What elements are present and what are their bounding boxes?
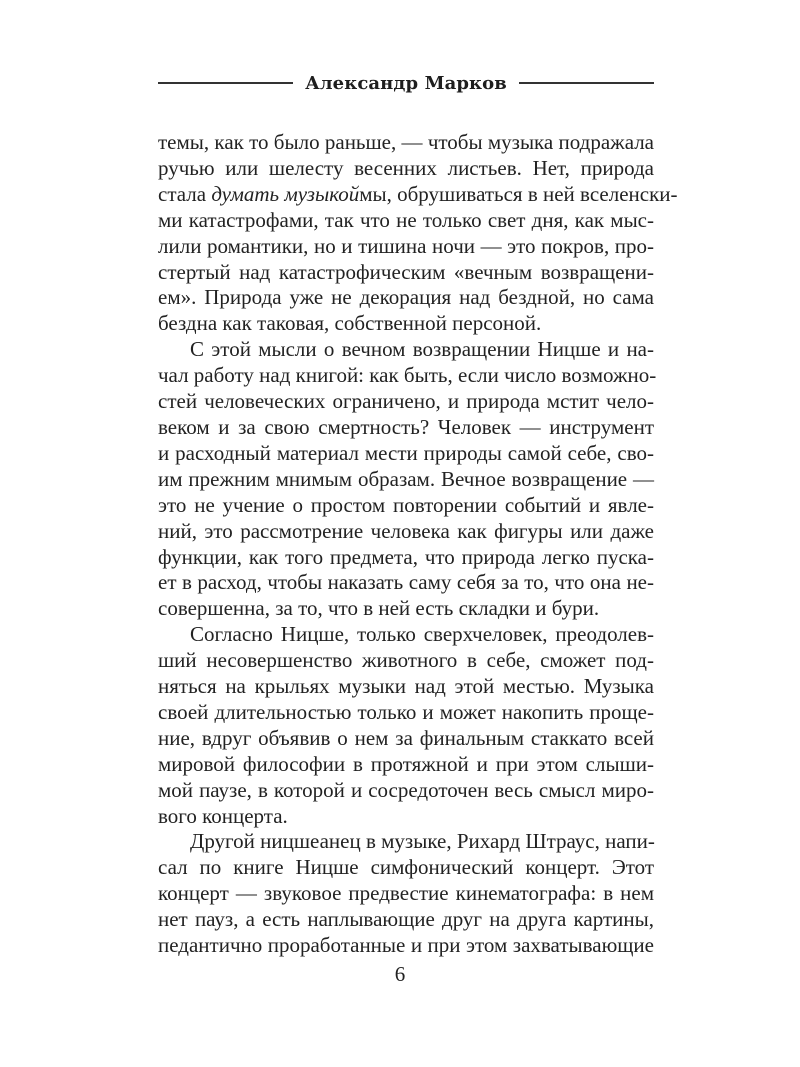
text-line: концерт — звуковое предвестие кинематографа: в нем [158, 881, 654, 906]
text-line: веком и за свою смертность? Человек — инструмент [158, 414, 654, 439]
text-line: мой паузе, в которой и сосредоточен весь смысл миро- [158, 777, 654, 802]
text-line: няться на крыльях музыки над этой местью. Музыка [158, 674, 654, 699]
text-line: ем». Природа уже не декорация над бездной, но сама [158, 285, 654, 310]
text-fragment: стала [158, 181, 212, 206]
text-line: педантично проработанные и при этом захватывающие [158, 933, 654, 958]
text-line: бездна как таковая, собственной персоной. [158, 311, 542, 336]
text-line: это не учение о простом повторении событий и явле- [158, 492, 654, 517]
paragraph-3 [158, 622, 654, 829]
text-line: ние, вдруг объявив о нем за финальным стаккато всей [158, 725, 654, 750]
text-line: им прежним мнимым образам. Вечное возвращение — [158, 466, 654, 491]
text-line: мировой философии в протяжной и при этом слыши- [158, 751, 654, 776]
text-line: Согласно Ницше, только сверхчеловек, преодолев- [190, 622, 654, 647]
header-rule-right [519, 82, 654, 83]
text-line: сал по книге Ницше симфонический концерт. Этот [158, 855, 654, 880]
text-line: ет в расход, чтобы наказать саму себя за то, что она не- [158, 570, 654, 595]
text-line: стертый над катастрофическим «вечным возвращени- [158, 259, 654, 284]
paragraph-2 [158, 337, 657, 622]
text-line: стей человеческих ограничено, и природа мстит чело- [158, 389, 654, 414]
text-line: ручью или шелесту весенних листьев. Нет, природа [158, 155, 654, 180]
text-line: функции, как того предмета, что природа легко пуска- [158, 544, 654, 569]
text-line: чал работу над книгой: как быть, если число возможно- [158, 363, 657, 388]
text-line: ший несовершенство животного в себе, сможет под- [158, 648, 654, 673]
text-line: Другой ницшеанец в музыке, Рихард Штраус, напи- [190, 829, 655, 854]
text-line: и расходный материал мести природы самой себе, сво- [158, 440, 654, 465]
text-line: совершенна, за то, что в ней есть складки и бури. [158, 596, 600, 621]
text-line: С этой мысли о вечном возвращении Ницше и на- [190, 337, 654, 362]
text-line: своей длительностью только и может накопить проще- [158, 699, 654, 724]
text-line: ми катастрофами, так что не только свет дня, как мыс- [158, 207, 654, 232]
text-fragment: мы, обрушиваться в ней вселенски- [359, 181, 678, 206]
text-line: лили романтики, но и тишина ночи — это покров, про- [158, 233, 654, 258]
header-rule-left [158, 82, 293, 83]
italic-phrase: думать музыкой [211, 181, 360, 206]
text-line: нет пауз, а есть наплывающие друг на друга картины, [158, 907, 654, 932]
running-header [158, 68, 654, 98]
text-line-with-italic [158, 181, 678, 208]
paragraph-4 [158, 829, 654, 959]
text-line: вого концерта. [158, 803, 288, 828]
text-line: ний, это рассмотрение человека как фигуры или даже [158, 518, 654, 543]
running-head-author: Александр Марков [305, 72, 507, 94]
text-line: темы, как то было раньше, — чтобы музыка подражала [158, 130, 654, 154]
body-text [158, 130, 678, 959]
page-number: 6 [394, 962, 406, 986]
paragraph-1 [158, 130, 678, 337]
